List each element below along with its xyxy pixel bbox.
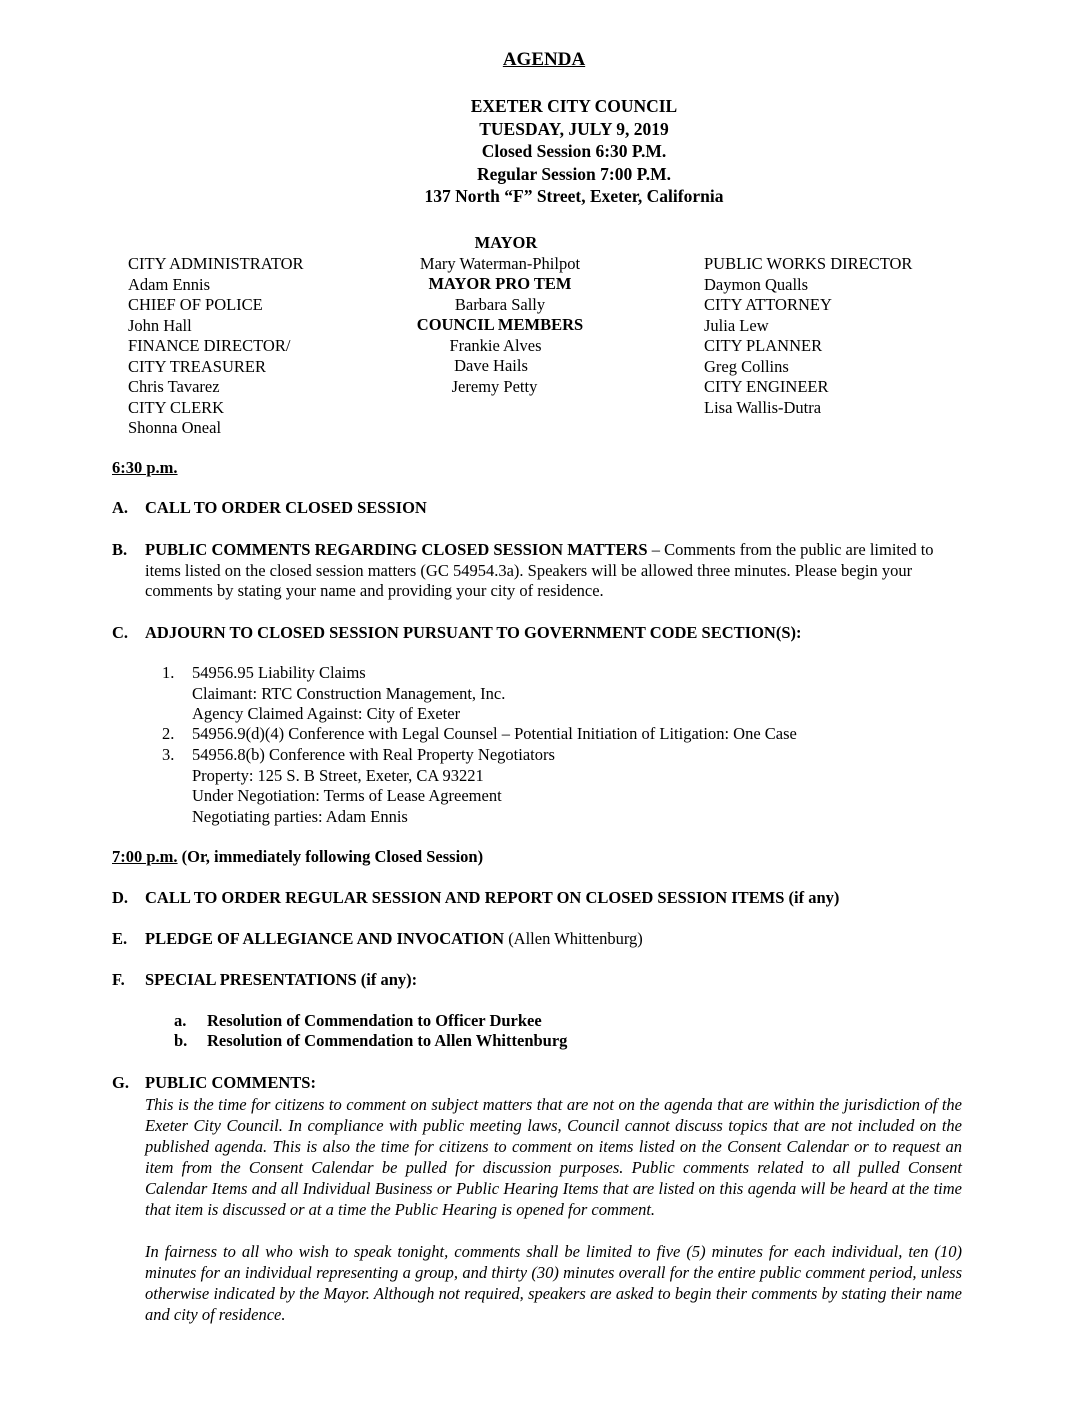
item-line: Property: 125 S. B Street, Exeter, CA 93221 (192, 765, 484, 785)
agenda-section-f (112, 970, 972, 991)
staff-left-line: CITY CLERK (128, 397, 225, 417)
staff-left-line: John Hall (128, 315, 192, 335)
public-comments-paragraph: This is the time for citizens to comment on subject matters that are not on the agenda that are within the jurisdiction of the Exeter City Council. In compliance with public meeting laws, Council cannot discuss topics that are not included on the published agenda. This is also the time for citizens to comment on items listed on the Consent Calendar or to request an item from the Consent Calendar be pulled for discussion purposes. Public comments related to all pulled Consent Calendar Items and all Individual Business or Public Hearing Items that are listed on this agenda will be heard at the time that item is discussed or at a time the Public Hearing is opened for comment. (145, 1094, 962, 1219)
mayor-pro-tem-title: MAYOR PRO TEM (428, 274, 572, 293)
list-item (162, 724, 882, 745)
item-letter: b. (174, 1031, 188, 1050)
presentation-item (174, 1031, 567, 1052)
staff-right-line: Julia Lew (704, 315, 769, 335)
item-line: Agency Claimed Against: City of Exeter (192, 704, 461, 723)
mayor-pro-tem-name: Barbara Sally (454, 294, 546, 314)
section-body (145, 929, 972, 950)
list-item (162, 663, 882, 725)
council-member-name: Dave Hails (454, 356, 528, 375)
staff-right-line: PUBLIC WORKS DIRECTOR (704, 254, 913, 273)
item-line: Negotiating parties: Adam Ennis (192, 806, 408, 826)
section-letter: B. (112, 540, 128, 559)
section-body (145, 540, 972, 602)
item-text: Resolution of Commendation to Allen Whittenburg (207, 1031, 568, 1050)
staff-right-line: CITY PLANNER (704, 336, 823, 355)
item-line: 54956.9(d)(4) Conference with Legal Counsel – Potential Initiation of Litigation: One Case (192, 724, 797, 743)
agenda-section-b (112, 540, 972, 602)
agenda-section-g (112, 1073, 962, 1325)
section-text: (Allen Whittenburg) (504, 929, 643, 948)
staff-right-line: Greg Collins (704, 356, 789, 376)
meeting-date: TUESDAY, JULY 9, 2019 (479, 118, 669, 139)
section-letter: F. (112, 970, 125, 989)
agenda-section-a (112, 498, 972, 519)
staff-left-column (128, 254, 304, 439)
council-column (395, 233, 605, 397)
staff-left-line: Chris Tavarez (128, 377, 220, 396)
section-heading: SPECIAL PRESENTATIONS (if any): (145, 970, 418, 989)
staff-right-column (704, 254, 912, 418)
agenda-section-d (112, 888, 972, 909)
section-heading: PUBLIC COMMENTS: (145, 1073, 316, 1092)
staff-left-line: FINANCE DIRECTOR/ (128, 336, 291, 355)
agenda-section-c (112, 623, 972, 644)
section-letter: E. (112, 929, 128, 948)
council-members-title: COUNCIL MEMBERS (416, 315, 584, 334)
presentation-item (174, 1011, 542, 1032)
staff-right-line: CITY ENGINEER (704, 377, 829, 396)
section-letter: D. (112, 888, 129, 907)
section-heading: CALL TO ORDER REGULAR SESSION AND REPORT ON CLOSED SESSION ITEMS (if any) (145, 888, 840, 907)
staff-left-line: CHIEF OF POLICE (128, 295, 263, 314)
staff-left-line: Shonna Oneal (128, 418, 222, 437)
closed-session-time-heading: 6:30 p.m. (112, 458, 178, 477)
staff-left-line: CITY TREASURER (128, 356, 266, 376)
list-item (162, 745, 882, 827)
section-letter: A. (112, 498, 129, 517)
mayor-title: MAYOR (474, 233, 538, 252)
section-letter: C. (112, 623, 129, 642)
section-heading: PLEDGE OF ALLEGIANCE AND INVOCATION (145, 929, 505, 948)
section-heading: PUBLIC COMMENTS REGARDING CLOSED SESSION MATTERS (145, 540, 648, 559)
council-member-name: Jeremy Petty (451, 376, 538, 396)
staff-right-line: Daymon Qualls (704, 274, 809, 294)
agenda-section-e (112, 929, 972, 950)
closed-session-time: Closed Session 6:30 P.M. (481, 141, 667, 161)
item-line: 54956.8(b) Conference with Real Property Negotiators (192, 745, 555, 764)
regular-time: 7:00 p.m. (112, 847, 178, 866)
item-text: Resolution of Commendation to Officer Durkee (207, 1011, 542, 1030)
item-number: 3. (162, 745, 175, 764)
regular-session-time: Regular Session 7:00 P.M. (477, 163, 671, 184)
mayor-name: Mary Waterman-Philpot (419, 253, 581, 273)
regular-session-time-heading (112, 847, 483, 868)
item-letter: a. (174, 1011, 187, 1030)
item-number: 1. (162, 663, 175, 682)
staff-left-line: CITY ADMINISTRATOR (128, 254, 304, 273)
regular-time-note: (Or, immediately following Closed Session) (177, 847, 484, 866)
item-line: 54956.95 Liability Claims (192, 663, 366, 682)
council-member-name: Frankie Alves (449, 335, 542, 355)
item-line: Claimant: RTC Construction Management, Inc. (192, 683, 506, 703)
meeting-address: 137 North “F” Street, Exeter, California (424, 186, 724, 206)
meeting-header (0, 95, 1088, 208)
item-line: Under Negotiation: Terms of Lease Agreement (192, 786, 502, 805)
council-name: EXETER CITY COUNCIL (470, 96, 678, 116)
section-heading: CALL TO ORDER CLOSED SESSION (145, 498, 427, 517)
staff-right-line: CITY ATTORNEY (704, 295, 832, 314)
staff-left-line: Adam Ennis (128, 274, 211, 294)
section-heading: ADJOURN TO CLOSED SESSION PURSUANT TO GOVERNMENT CODE SECTION(S): (145, 623, 802, 642)
item-number: 2. (162, 724, 175, 743)
staff-right-line: Lisa Wallis-Dutra (704, 397, 822, 417)
public-comments-paragraph: In fairness to all who wish to speak tonight, comments shall be limited to five (5) minutes for each individual, ten (10) minutes for an individual representing a group, and thirty (30) minutes overall for the entire public comment period, unless otherwise indicated by the Mayor. Although not required, speakers are asked to begin their comments by stating their name and city of residence. (145, 1241, 962, 1324)
page-title: AGENDA (502, 49, 586, 70)
section-text: – Comments from the public are limited to items listed on the closed session matters (GC 54954.3a). Speakers will be allowed three minutes. Please begin your comments by stating your name and providing your city of residence. (145, 540, 934, 600)
section-letter: G. (112, 1073, 129, 1092)
